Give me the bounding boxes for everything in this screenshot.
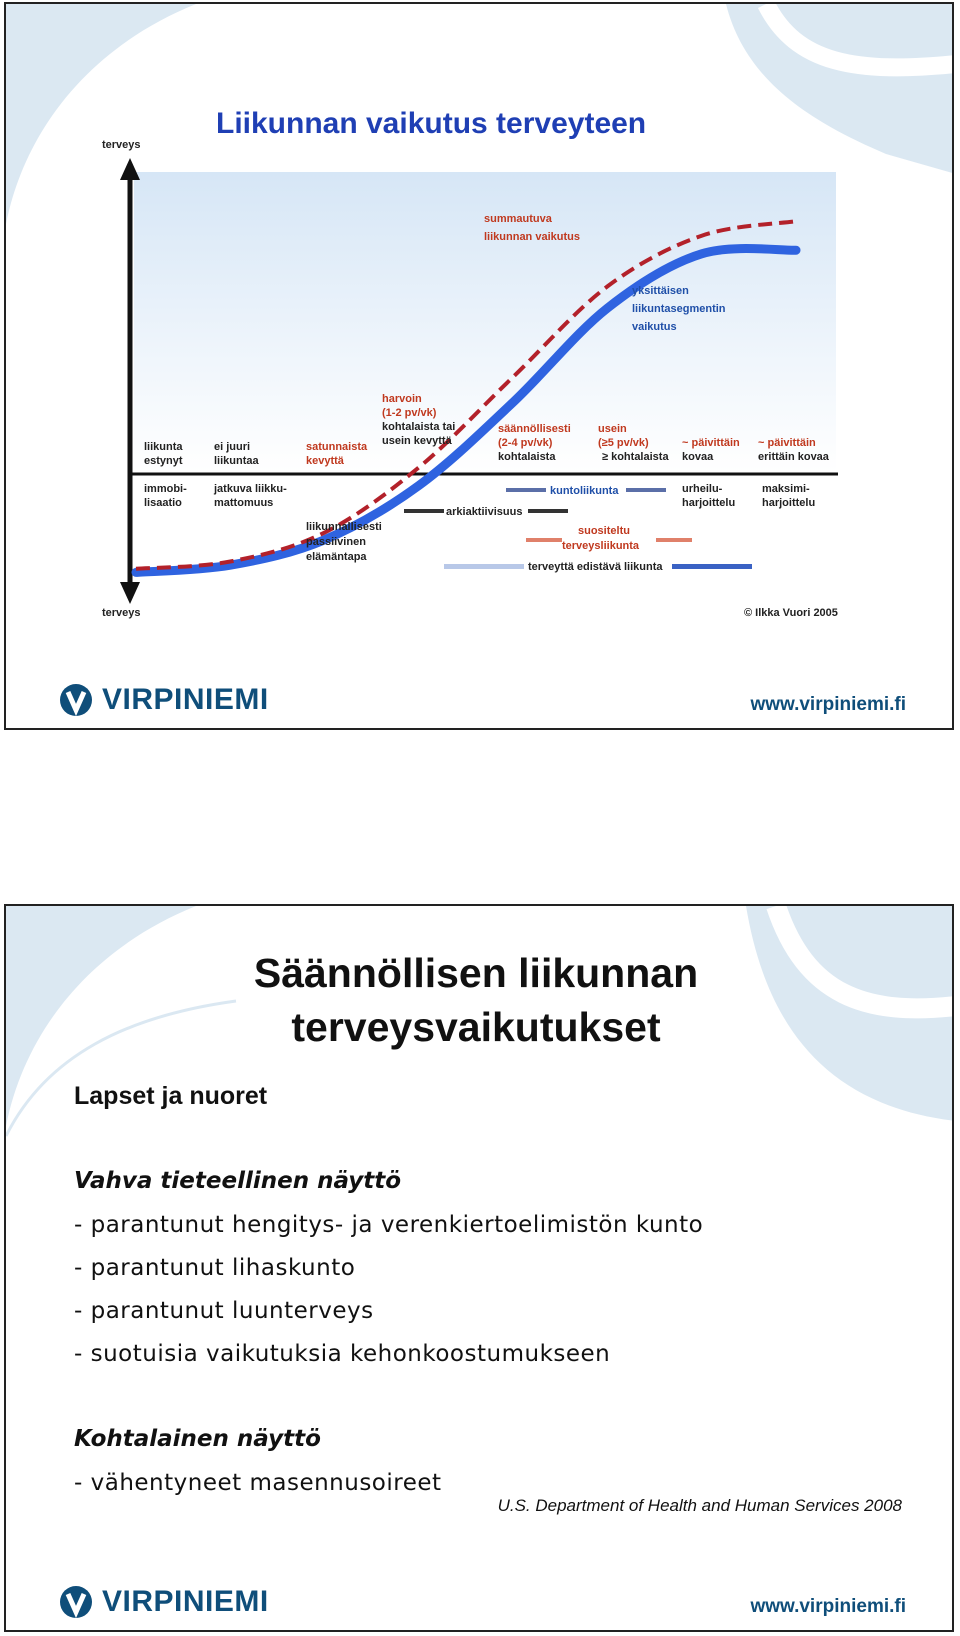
annotation-individual-line2: liikuntasegmentin — [632, 303, 726, 315]
chart-credit: © Ilkka Vuori 2005 — [744, 607, 838, 619]
svg-text:harvoin: harvoin — [382, 393, 422, 405]
svg-text:terveysliikunta: terveysliikunta — [562, 540, 640, 552]
chart-title: Liikunnan vaikutus terveyteen — [216, 107, 647, 140]
svg-text:(1-2 pv/vk): (1-2 pv/vk) — [382, 407, 437, 419]
below-label-urheiluharjoittelu — [682, 483, 735, 509]
svg-text:≥ kohtalaista: ≥ kohtalaista — [602, 451, 669, 463]
svg-text:usein kevyttä: usein kevyttä — [382, 435, 452, 447]
svg-text:säännöllisesti: säännöllisesti — [498, 423, 571, 435]
logo-text: VIRPINIEMI — [102, 683, 269, 716]
svg-text:(2-4 pv/vk): (2-4 pv/vk) — [498, 437, 553, 449]
svg-text:arkiaktiivisuus: arkiaktiivisuus — [446, 506, 523, 518]
y-axis-arrow-up — [120, 158, 140, 180]
subtitle: Lapset ja nuoret — [74, 1082, 268, 1110]
strong-item: - parantunut hengitys- ja verenkiertoelimistön kunto — [74, 1212, 704, 1238]
slide-health-effects — [4, 904, 954, 1632]
below-label-suositeltu — [526, 525, 692, 552]
svg-text:harjoittelu: harjoittelu — [762, 497, 816, 509]
logo-mark-icon — [58, 1584, 94, 1620]
svg-text:immobi-: immobi- — [144, 483, 187, 495]
website-link[interactable]: www.virpiniemi.fi — [750, 694, 906, 715]
svg-text:liikunta: liikunta — [144, 441, 183, 453]
svg-text:kevyttä: kevyttä — [306, 455, 344, 467]
health-chart — [6, 4, 954, 644]
svg-text:harjoittelu: harjoittelu — [682, 497, 736, 509]
svg-text:kuntoliikunta: kuntoliikunta — [550, 485, 619, 497]
svg-text:kohtalaista tai: kohtalaista tai — [382, 421, 456, 433]
svg-text:ei juuri: ei juuri — [214, 441, 251, 453]
logo-text: VIRPINIEMI — [102, 1585, 269, 1618]
y-axis-top-label: terveys — [102, 139, 141, 151]
svg-text:urheilu-: urheilu- — [682, 483, 723, 495]
svg-text:estynyt: estynyt — [144, 455, 183, 467]
annotation-individual-line1: yksittäisen — [632, 285, 689, 297]
svg-text:liikuntaa: liikuntaa — [214, 455, 259, 467]
strong-item: - parantunut luunterveys — [74, 1298, 374, 1324]
below-label-immobilisaatio — [144, 483, 187, 509]
svg-text:liikunnallisesti: liikunnallisesti — [306, 521, 382, 533]
below-label-liikkumattomuus — [213, 483, 287, 509]
virpiniemi-logo — [58, 680, 269, 720]
below-label-terveytta-edistava — [444, 561, 752, 573]
strong-item: - suotuisia vaikutuksia kehonkoostumukseen — [74, 1341, 611, 1367]
svg-text:(≥5 pv/vk): (≥5 pv/vk) — [598, 437, 649, 449]
svg-text:erittäin kovaa: erittäin kovaa — [758, 451, 829, 463]
annotation-cumulative-line1: summautuva — [484, 213, 552, 225]
svg-text:~ päivittäin: ~ päivittäin — [758, 437, 816, 449]
annotation-cumulative-line2: liikunnan vaikutus — [484, 231, 580, 243]
below-label-arkiaktiivisuus — [404, 506, 568, 518]
svg-text:kohtalaista: kohtalaista — [498, 451, 556, 463]
svg-text:mattomuus: mattomuus — [214, 497, 274, 509]
svg-text:elämäntapa: elämäntapa — [306, 551, 367, 563]
svg-text:satunnaista: satunnaista — [306, 441, 368, 453]
svg-text:passiivinen: passiivinen — [306, 536, 366, 548]
website-link[interactable]: www.virpiniemi.fi — [750, 1596, 906, 1617]
below-label-kuntoliikunta — [506, 485, 666, 497]
moderate-item: - vähentyneet masennusoireet — [74, 1470, 442, 1496]
strong-item: - parantunut lihaskunto — [74, 1255, 356, 1281]
svg-text:kovaa: kovaa — [682, 451, 714, 463]
strong-evidence-heading: Vahva tieteellinen näyttö — [74, 1168, 402, 1194]
source-citation: U.S. Department of Health and Human Services 2008 — [497, 1496, 902, 1515]
below-label-maksimiharjoittelu — [762, 483, 815, 509]
y-axis-arrow-down — [120, 582, 140, 604]
svg-text:maksimi-: maksimi- — [762, 483, 810, 495]
title-line-2: terveysvaikutukset — [291, 1004, 661, 1050]
below-label-passiivinen — [306, 521, 382, 563]
svg-text:terveyttä edistävä liikunta: terveyttä edistävä liikunta — [528, 561, 663, 573]
svg-text:jatkuva liikku-: jatkuva liikku- — [214, 483, 287, 495]
svg-text:usein: usein — [598, 423, 627, 435]
annotation-individual-line3: vaikutus — [632, 321, 677, 333]
y-axis-bottom-label: terveys — [102, 607, 141, 619]
slide-title — [236, 946, 716, 1054]
svg-text:~ päivittäin: ~ päivittäin — [682, 437, 740, 449]
title-line-1: Säännöllisen liikunnan — [253, 950, 699, 996]
moderate-evidence-heading: Kohtalainen näyttö — [74, 1426, 321, 1452]
svg-text:suositeltu: suositeltu — [578, 525, 630, 537]
evidence-list — [74, 1158, 703, 1505]
virpiniemi-logo — [58, 1582, 269, 1622]
logo-mark-icon — [58, 682, 94, 718]
slide-chart — [4, 2, 954, 730]
svg-text:lisaatio: lisaatio — [144, 497, 182, 509]
